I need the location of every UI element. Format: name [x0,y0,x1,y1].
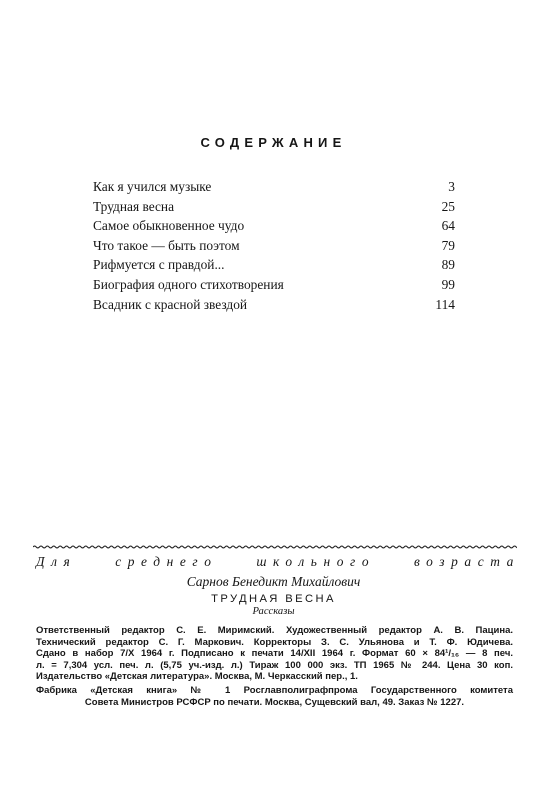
toc-entry-title: Трудная весна [93,198,175,214]
toc-entry-title: Рифмуется с правдой... [93,257,225,273]
toc-entry-page: 64 [441,218,455,234]
toc-entry-title: Всадник с красной звездой [93,296,248,312]
audience-word: возраста [413,554,520,569]
toc-entry-page: 114 [435,296,455,312]
imprint-line: Ответственный редактор С. Е. Миримский. Художественный редактор А. В. Пацина. [36,625,513,636]
imprint-block [36,625,513,683]
imprint-line: Сдано в набор 7/X 1964 г. Подписано к печати 14/XII 1964 г. Формат 60 × 84¹/₁₆ — 8 печ. [36,648,513,660]
printer-line: Совета Министров РСФСР по печати. Москва, Сущевский вал, 49. Заказ № 1227. [84,696,465,708]
audience-word: среднего [115,554,218,569]
printer-block [36,685,513,709]
wavy-divider [33,543,517,551]
audience-word: школьного [256,554,376,569]
author-name: Сарнов Бенедикт Михайлович [186,574,361,589]
toc-heading: СОДЕРЖАНИЕ [200,135,347,150]
toc-entry [93,255,455,275]
toc-entry-page: 89 [441,257,455,273]
audience-line [36,553,520,571]
toc-entry-title: Что такое — быть поэтом [93,237,240,253]
imprint-line: л. = 7,304 усл. печ. л. (5,75 уч.-изд. л.) Тираж 100 000 экз. ТП 1965 № 244. Цена 30 коп. [36,659,513,671]
table-of-contents [93,177,455,314]
imprint-line: Издательство «Детская литература». Москва, М. Черкасский пер., 1. [36,671,358,683]
audience-word: Для [36,554,77,569]
toc-entry [93,236,455,256]
toc-entry-page: 25 [441,198,455,214]
toc-entry [93,197,455,217]
toc-entry [93,177,455,197]
toc-entry-page: 79 [441,237,455,253]
book-genre: Рассказы [252,606,295,617]
toc-entry-page: 99 [441,276,455,292]
toc-entry-title: Самое обыкновенное чудо [93,218,245,234]
toc-entry [93,295,455,315]
toc-entry-title: Биография одного стихотворения [93,276,284,292]
toc-entry [93,275,455,295]
toc-entry-page: 3 [448,179,455,194]
toc-entry-title: Как я учился музыке [93,179,212,194]
toc-entry [93,216,455,236]
book-title: ТРУДНАЯ ВЕСНА [211,593,336,605]
printer-line: Фабрика «Детская книга» № 1 Росглавполиграфпрома Государственного комитета [36,685,513,696]
imprint-line: Технический редактор С. Г. Маркович. Корректоры З. С. Ульянова и Т. Ф. Юдичева. [36,636,513,648]
